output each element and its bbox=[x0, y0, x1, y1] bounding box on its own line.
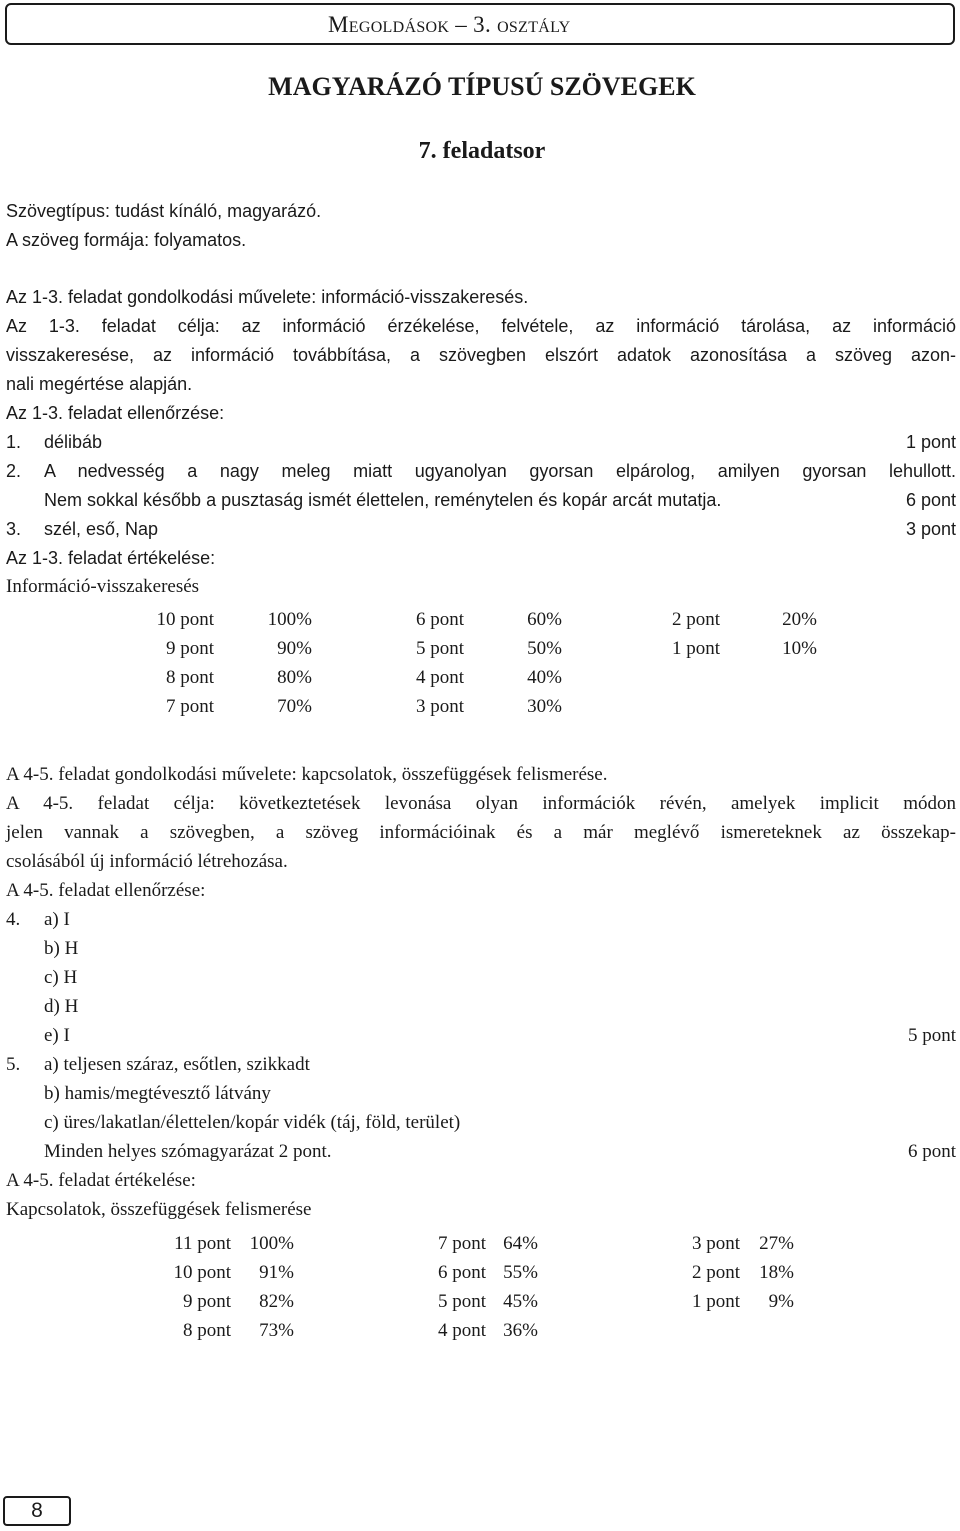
q4-number: 4. bbox=[6, 909, 21, 930]
score-cell-r1-c4: 1 pont bbox=[671, 638, 720, 659]
score-cell-r1-c0: 10 pont bbox=[173, 1262, 231, 1283]
q4-answer: d) H bbox=[44, 996, 79, 1017]
text-form: A szöveg formája: folyamatos. bbox=[6, 230, 247, 250]
score-cell-r1-c3: 55% bbox=[503, 1262, 538, 1283]
q5-answer: c) üres/lakatlan/élettelen/kopár vidék (táj, föld, terület) bbox=[44, 1112, 461, 1133]
task13-goal-line2: visszakeresése, az információ továbbítása, a szövegben elszórt adatok azonosítása a szöveg azon- bbox=[6, 345, 956, 365]
score-cell-r3-c3: 36% bbox=[503, 1320, 538, 1341]
page-number: 8 bbox=[3, 1496, 71, 1526]
score-cell-r3-c0: 7 pont bbox=[165, 696, 214, 717]
q5-note-text: Minden helyes szómagyarázat 2 pont. bbox=[44, 1141, 332, 1162]
header-part1-rest: egoldások bbox=[348, 12, 450, 37]
score-cell-r0-c4: 2 pont bbox=[671, 609, 720, 630]
task13-goal-line1: Az 1-3. feladat célja: az információ érzékelése, felvétele, az információ tárolása, az információ bbox=[6, 316, 956, 336]
q4-answer: b) H bbox=[44, 938, 79, 959]
document-title: MAGYARÁZÓ TÍPUSÚ SZÖVEGEK bbox=[268, 72, 696, 101]
q4-answer: c) H bbox=[44, 967, 78, 988]
score-cell-r2-c5: 9% bbox=[768, 1291, 794, 1312]
header-part2-initial: o bbox=[497, 12, 509, 37]
task45-check-heading: A 4-5. feladat ellenőrzése: bbox=[6, 880, 206, 901]
task13-goal-line3: nali megértése alapján. bbox=[6, 374, 193, 394]
task45-eval-heading: A 4-5. feladat értékelése: bbox=[6, 1170, 196, 1191]
score-cell-r1-c0: 9 pont bbox=[165, 638, 214, 659]
score-cell-r2-c0: 8 pont bbox=[165, 667, 214, 688]
score-cell-r2-c2: 5 pont bbox=[437, 1291, 486, 1312]
running-header bbox=[328, 12, 570, 38]
score-cell-r0-c1: 100% bbox=[267, 609, 312, 630]
task13-operation: Az 1-3. feladat gondolkodási művelete: információ-visszakeresés. bbox=[6, 287, 529, 307]
answer-number: 1. bbox=[6, 432, 22, 452]
score-cell-r0-c2: 6 pont bbox=[415, 609, 464, 630]
score-cell-r2-c4: 1 pont bbox=[691, 1291, 740, 1312]
score-cell-r0-c5: 27% bbox=[759, 1233, 794, 1254]
header-part2-rest: sztály bbox=[508, 12, 571, 37]
text-type: Szövegtípus: tudást kínáló, magyarázó. bbox=[6, 201, 322, 221]
score-table-2 bbox=[0, 1229, 960, 1349]
answer-text-cont: Nem sokkal később a pusztaság ismét élettelen, reménytelen és kopár arcát mutatja. bbox=[44, 490, 722, 510]
answer-points: 1 pont bbox=[905, 432, 956, 452]
score-cell-r1-c2: 6 pont bbox=[437, 1262, 486, 1283]
score-cell-r3-c1: 70% bbox=[277, 696, 312, 717]
score-cell-r2-c1: 82% bbox=[259, 1291, 294, 1312]
answer-points: 3 pont bbox=[905, 519, 956, 539]
header-part1-initial: M bbox=[328, 12, 349, 37]
score-cell-r3-c3: 30% bbox=[527, 696, 562, 717]
score-cell-r1-c1: 91% bbox=[259, 1262, 294, 1283]
task45-operation: A 4-5. feladat gondolkodási művelete: kapcsolatok, összefüggések felismerése. bbox=[6, 764, 608, 785]
score-cell-r3-c2: 4 pont bbox=[437, 1320, 486, 1341]
task45-goal-line1: A 4-5. feladat célja: következtetések levonása olyan információk révén, amelyek implicit módon bbox=[6, 793, 956, 814]
score-cell-r0-c1: 100% bbox=[249, 1233, 294, 1254]
task45-eval-title: Kapcsolatok, összefüggések felismerése bbox=[6, 1199, 312, 1220]
answer-text: A nedvesség a nagy meleg miatt ugyanolyan gyorsan elpárolog, amilyen gyorsan lehullott. bbox=[44, 461, 956, 481]
q5-answer: b) hamis/megtévesztő látvány bbox=[44, 1083, 271, 1104]
score-cell-r1-c1: 90% bbox=[277, 638, 312, 659]
q5-answer: a) teljesen száraz, esőtlen, szikkadt bbox=[44, 1054, 310, 1075]
score-cell-r0-c5: 20% bbox=[782, 609, 817, 630]
score-table-1 bbox=[0, 605, 960, 725]
score-cell-r1-c2: 5 pont bbox=[415, 638, 464, 659]
q4-answer: e) I bbox=[44, 1025, 70, 1046]
score-cell-r0-c2: 7 pont bbox=[437, 1233, 486, 1254]
task13-eval-title: Információ-visszakeresés bbox=[6, 576, 200, 597]
q4-points: 5 pont bbox=[907, 1025, 956, 1046]
score-cell-r1-c5: 18% bbox=[759, 1262, 794, 1283]
score-cell-r0-c3: 64% bbox=[503, 1233, 538, 1254]
task13-check-heading: Az 1-3. feladat ellenőrzése: bbox=[6, 403, 225, 423]
score-cell-r2-c3: 40% bbox=[527, 667, 562, 688]
score-cell-r1-c5: 10% bbox=[782, 638, 817, 659]
score-cell-r2-c3: 45% bbox=[503, 1291, 538, 1312]
score-cell-r3-c2: 3 pont bbox=[415, 696, 464, 717]
score-cell-r1-c4: 2 pont bbox=[691, 1262, 740, 1283]
task13-eval-heading: Az 1-3. feladat értékelése: bbox=[6, 548, 216, 568]
score-cell-r0-c0: 10 pont bbox=[156, 609, 214, 630]
q4-answer: a) I bbox=[44, 909, 70, 930]
task45-goal-line2: jelen vannak a szövegben, a szöveg információinak és a már meglévő ismereteknek az összekap- bbox=[6, 822, 956, 843]
score-cell-r3-c0: 8 pont bbox=[182, 1320, 231, 1341]
q5-points: 6 pont bbox=[907, 1141, 956, 1162]
score-cell-r0-c0: 11 pont bbox=[174, 1233, 231, 1254]
header-dash: – 3. bbox=[449, 12, 498, 37]
score-cell-r2-c2: 4 pont bbox=[415, 667, 464, 688]
answer-points: 6 pont bbox=[905, 490, 956, 510]
answer-number: 3. bbox=[6, 519, 22, 539]
answer-number: 2. bbox=[6, 461, 22, 481]
document-subtitle: 7. feladatsor bbox=[418, 138, 546, 164]
task45-goal-line3: csolásából új információ létrehozása. bbox=[6, 851, 288, 872]
score-cell-r0-c3: 60% bbox=[527, 609, 562, 630]
answer-text: szél, eső, Nap bbox=[44, 519, 159, 539]
score-cell-r2-c0: 9 pont bbox=[182, 1291, 231, 1312]
score-cell-r0-c4: 3 pont bbox=[691, 1233, 740, 1254]
q5-number: 5. bbox=[6, 1054, 21, 1075]
answer-text: délibáb bbox=[44, 432, 103, 452]
score-cell-r1-c3: 50% bbox=[527, 638, 562, 659]
score-cell-r2-c1: 80% bbox=[277, 667, 312, 688]
score-cell-r3-c1: 73% bbox=[259, 1320, 294, 1341]
